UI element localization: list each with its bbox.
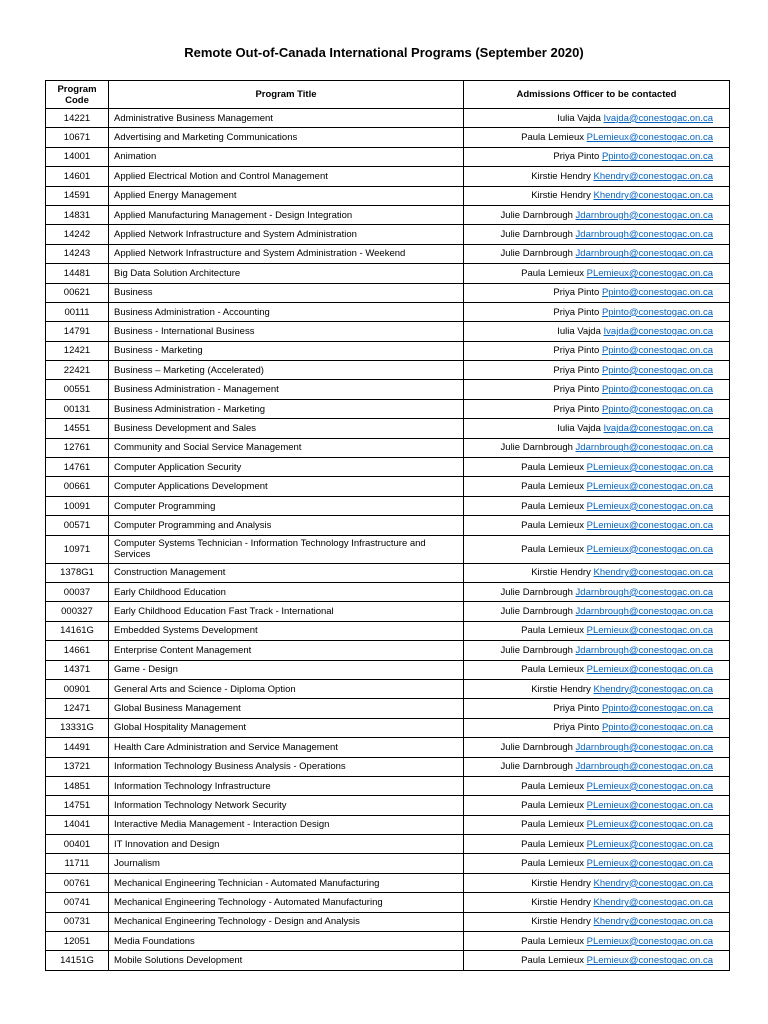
program-title: Construction Management xyxy=(109,563,464,582)
table-row xyxy=(46,186,730,205)
officer-email-link[interactable]: Jdarnbrough@conestogac.on.ca xyxy=(575,209,713,221)
table-row xyxy=(46,563,730,582)
officer-name: Paula Lemieux xyxy=(521,267,584,279)
program-title: Early Childhood Education Fast Track - International xyxy=(109,602,464,621)
officer-email-link[interactable]: Khendry@conestogac.on.ca xyxy=(593,683,713,695)
officer-name: Iulia Vajda xyxy=(557,325,601,337)
program-code: 000327 xyxy=(46,602,109,621)
program-code: 14751 xyxy=(46,796,109,815)
officer-name: Paula Lemieux xyxy=(521,132,584,144)
admissions-officer-cell xyxy=(464,932,730,951)
program-title: Information Technology Business Analysis - Operations xyxy=(109,757,464,776)
officer-name: Kirstie Hendry xyxy=(531,190,591,202)
officer-email-link[interactable]: PLemieux@conestogac.on.ca xyxy=(586,461,713,473)
officer-email-link[interactable]: Khendry@conestogac.on.ca xyxy=(593,877,713,889)
table-row xyxy=(46,109,730,128)
officer-email-link[interactable]: Ppinto@conestogac.on.ca xyxy=(601,306,713,318)
program-code: 14001 xyxy=(46,147,109,166)
officer-email-link[interactable]: PLemieux@conestogac.on.ca xyxy=(586,955,713,967)
program-title: IT Innovation and Design xyxy=(109,835,464,854)
officer-email-link[interactable]: Ppinto@conestogac.on.ca xyxy=(601,345,713,357)
table-row xyxy=(46,264,730,283)
program-code: 00621 xyxy=(46,283,109,302)
officer-name: Paula Lemieux xyxy=(521,780,584,792)
table-row xyxy=(46,438,730,457)
officer-name: Kirstie Hendry xyxy=(531,877,591,889)
admissions-officer-cell xyxy=(464,186,730,205)
program-code: 11711 xyxy=(46,854,109,873)
program-title: Enterprise Content Management xyxy=(109,641,464,660)
table-row xyxy=(46,621,730,640)
program-code: 14601 xyxy=(46,167,109,186)
table-row xyxy=(46,147,730,166)
officer-name: Paula Lemieux xyxy=(521,481,584,493)
officer-email-link[interactable]: Khendry@conestogac.on.ca xyxy=(593,916,713,928)
admissions-officer-cell xyxy=(464,699,730,718)
program-code: 14591 xyxy=(46,186,109,205)
officer-name: Julie Darnbrough xyxy=(500,209,573,221)
officer-name: Kirstie Hendry xyxy=(531,683,591,695)
program-title: Global Hospitality Management xyxy=(109,718,464,737)
officer-email-link[interactable]: PLemieux@conestogac.on.ca xyxy=(586,838,713,850)
admissions-officer-cell xyxy=(464,128,730,147)
officer-name: Paula Lemieux xyxy=(521,543,584,555)
program-code: 14242 xyxy=(46,225,109,244)
program-title: Big Data Solution Architecture xyxy=(109,264,464,283)
officer-name: Iulia Vajda xyxy=(557,112,601,124)
officer-email-link[interactable]: Jdarnbrough@conestogac.on.ca xyxy=(575,741,713,753)
program-title: Global Business Management xyxy=(109,699,464,718)
program-title: Mechanical Engineering Technology - Design and Analysis xyxy=(109,912,464,931)
program-code: 14791 xyxy=(46,322,109,341)
program-code: 14221 xyxy=(46,109,109,128)
admissions-officer-cell xyxy=(464,621,730,640)
officer-name: Priya Pinto xyxy=(553,345,600,357)
officer-email-link[interactable]: PLemieux@conestogac.on.ca xyxy=(586,664,713,676)
admissions-officer-cell xyxy=(464,244,730,263)
officer-email-link[interactable]: Ivajda@conestogac.on.ca xyxy=(603,422,713,434)
admissions-officer-cell xyxy=(464,167,730,186)
program-title: Advertising and Marketing Communications xyxy=(109,128,464,147)
program-code: 14243 xyxy=(46,244,109,263)
table-row xyxy=(46,679,730,698)
officer-name: Iulia Vajda xyxy=(557,422,601,434)
officer-email-link[interactable]: Khendry@conestogac.on.ca xyxy=(593,190,713,202)
table-row xyxy=(46,738,730,757)
table-row xyxy=(46,932,730,951)
admissions-officer-cell xyxy=(464,796,730,815)
officer-email-link[interactable]: PLemieux@conestogac.on.ca xyxy=(586,819,713,831)
program-title: Game - Design xyxy=(109,660,464,679)
program-title: Computer Applications Development xyxy=(109,477,464,496)
program-title: Mobile Solutions Development xyxy=(109,951,464,970)
officer-email-link[interactable]: PLemieux@conestogac.on.ca xyxy=(586,625,713,637)
officer-email-link[interactable]: PLemieux@conestogac.on.ca xyxy=(586,780,713,792)
program-title: Applied Network Infrastructure and System Administration xyxy=(109,225,464,244)
program-code: 22421 xyxy=(46,361,109,380)
officer-email-link[interactable]: Ppinto@conestogac.on.ca xyxy=(601,287,713,299)
program-code: 12421 xyxy=(46,341,109,360)
program-title: Business Administration - Accounting xyxy=(109,302,464,321)
program-title: Business xyxy=(109,283,464,302)
officer-name: Priya Pinto xyxy=(553,722,600,734)
officer-email-link[interactable]: Ppinto@conestogac.on.ca xyxy=(601,703,713,715)
table-row xyxy=(46,718,730,737)
program-title: Community and Social Service Management xyxy=(109,438,464,457)
table-row xyxy=(46,535,730,563)
officer-email-link[interactable]: Jdarnbrough@conestogac.on.ca xyxy=(575,586,713,598)
program-code: 00401 xyxy=(46,835,109,854)
program-code: 12051 xyxy=(46,932,109,951)
admissions-officer-cell xyxy=(464,302,730,321)
officer-email-link[interactable]: Jdarnbrough@conestogac.on.ca xyxy=(575,229,713,241)
program-title: Information Technology Infrastructure xyxy=(109,776,464,795)
table-row xyxy=(46,951,730,970)
program-title: Mechanical Engineering Technician - Automated Manufacturing xyxy=(109,873,464,892)
admissions-officer-cell xyxy=(464,516,730,535)
program-code: 00111 xyxy=(46,302,109,321)
program-title: Journalism xyxy=(109,854,464,873)
admissions-officer-cell xyxy=(464,225,730,244)
officer-name: Kirstie Hendry xyxy=(531,567,591,579)
admissions-officer-cell xyxy=(464,563,730,582)
table-row xyxy=(46,641,730,660)
program-code: 13721 xyxy=(46,757,109,776)
program-title: Computer Programming xyxy=(109,496,464,515)
admissions-officer-cell xyxy=(464,951,730,970)
table-row xyxy=(46,477,730,496)
admissions-officer-cell xyxy=(464,477,730,496)
officer-email-link[interactable]: Ppinto@conestogac.on.ca xyxy=(601,722,713,734)
officer-email-link[interactable]: Jdarnbrough@conestogac.on.ca xyxy=(575,442,713,454)
admissions-officer-cell xyxy=(464,399,730,418)
officer-email-link[interactable]: Jdarnbrough@conestogac.on.ca xyxy=(575,606,713,618)
admissions-officer-cell xyxy=(464,660,730,679)
admissions-officer-cell xyxy=(464,912,730,931)
program-title: Applied Network Infrastructure and System Administration - Weekend xyxy=(109,244,464,263)
table-row xyxy=(46,912,730,931)
admissions-officer-cell xyxy=(464,641,730,660)
officer-name: Julie Darnbrough xyxy=(500,606,573,618)
officer-email-link[interactable]: PLemieux@conestogac.on.ca xyxy=(586,799,713,811)
program-code: 14041 xyxy=(46,815,109,834)
program-title: Business Administration - Management xyxy=(109,380,464,399)
officer-email-link[interactable]: Ppinto@conestogac.on.ca xyxy=(601,364,713,376)
program-code: 00741 xyxy=(46,893,109,912)
officer-name: Paula Lemieux xyxy=(521,519,584,531)
program-code: 14491 xyxy=(46,738,109,757)
program-title: Business - International Business xyxy=(109,322,464,341)
officer-name: Paula Lemieux xyxy=(521,500,584,512)
officer-email-link[interactable]: PLemieux@conestogac.on.ca xyxy=(586,519,713,531)
officer-name: Julie Darnbrough xyxy=(500,442,573,454)
program-code: 12761 xyxy=(46,438,109,457)
program-title: Embedded Systems Development xyxy=(109,621,464,640)
admissions-officer-cell xyxy=(464,602,730,621)
table-row xyxy=(46,283,730,302)
program-code: 00131 xyxy=(46,399,109,418)
program-title: Business - Marketing xyxy=(109,341,464,360)
officer-name: Kirstie Hendry xyxy=(531,170,591,182)
admissions-officer-cell xyxy=(464,582,730,601)
table-row xyxy=(46,873,730,892)
admissions-officer-cell xyxy=(464,815,730,834)
officer-email-link[interactable]: PLemieux@conestogac.on.ca xyxy=(586,858,713,870)
program-title: Business – Marketing (Accelerated) xyxy=(109,361,464,380)
program-code: 10091 xyxy=(46,496,109,515)
program-title: Media Foundations xyxy=(109,932,464,951)
program-code: 14761 xyxy=(46,458,109,477)
table-row xyxy=(46,361,730,380)
program-code: 13331G xyxy=(46,718,109,737)
program-code: 00571 xyxy=(46,516,109,535)
officer-email-link[interactable]: Ivajda@conestogac.on.ca xyxy=(603,112,713,124)
admissions-officer-cell xyxy=(464,496,730,515)
program-code: 14481 xyxy=(46,264,109,283)
program-code: 00551 xyxy=(46,380,109,399)
program-title: Applied Electrical Motion and Control Management xyxy=(109,167,464,186)
officer-name: Julie Darnbrough xyxy=(500,741,573,753)
table-row xyxy=(46,322,730,341)
officer-name: Paula Lemieux xyxy=(521,935,584,947)
admissions-officer-cell xyxy=(464,341,730,360)
programs-table xyxy=(45,80,730,971)
program-title: Business Administration - Marketing xyxy=(109,399,464,418)
officer-email-link[interactable]: Ivajda@conestogac.on.ca xyxy=(603,325,713,337)
officer-email-link[interactable]: PLemieux@conestogac.on.ca xyxy=(586,500,713,512)
admissions-officer-cell xyxy=(464,438,730,457)
officer-name: Priya Pinto xyxy=(553,287,600,299)
table-row xyxy=(46,516,730,535)
admissions-officer-cell xyxy=(464,718,730,737)
admissions-officer-cell xyxy=(464,535,730,563)
program-title: Animation xyxy=(109,147,464,166)
officer-name: Priya Pinto xyxy=(553,306,600,318)
officer-name: Paula Lemieux xyxy=(521,955,584,967)
officer-name: Kirstie Hendry xyxy=(531,916,591,928)
table-row xyxy=(46,602,730,621)
program-code: 12471 xyxy=(46,699,109,718)
table-row xyxy=(46,380,730,399)
program-title: Applied Manufacturing Management - Design Integration xyxy=(109,205,464,224)
officer-name: Paula Lemieux xyxy=(521,819,584,831)
admissions-officer-cell xyxy=(464,380,730,399)
officer-name: Julie Darnbrough xyxy=(500,644,573,656)
admissions-officer-cell xyxy=(464,205,730,224)
program-title: Early Childhood Education xyxy=(109,582,464,601)
program-code: 00661 xyxy=(46,477,109,496)
admissions-officer-cell xyxy=(464,854,730,873)
table-row xyxy=(46,341,730,360)
admissions-officer-cell xyxy=(464,283,730,302)
officer-name: Priya Pinto xyxy=(553,403,600,415)
program-title: Mechanical Engineering Technology - Automated Manufacturing xyxy=(109,893,464,912)
table-row xyxy=(46,302,730,321)
program-code: 14851 xyxy=(46,776,109,795)
officer-name: Paula Lemieux xyxy=(521,664,584,676)
table-body xyxy=(46,109,730,971)
table-header-row xyxy=(46,81,730,109)
officer-email-link[interactable]: Ppinto@conestogac.on.ca xyxy=(601,403,713,415)
admissions-officer-cell xyxy=(464,873,730,892)
officer-name: Paula Lemieux xyxy=(521,625,584,637)
program-code: 10671 xyxy=(46,128,109,147)
table-row xyxy=(46,205,730,224)
program-code: 14371 xyxy=(46,660,109,679)
program-code: 14151G xyxy=(46,951,109,970)
table-row xyxy=(46,225,730,244)
admissions-officer-cell xyxy=(464,361,730,380)
program-code: 14161G xyxy=(46,621,109,640)
admissions-officer-cell xyxy=(464,893,730,912)
program-title: Computer Application Security xyxy=(109,458,464,477)
officer-email-link[interactable]: PLemieux@conestogac.on.ca xyxy=(586,132,713,144)
officer-email-link[interactable]: Khendry@conestogac.on.ca xyxy=(593,170,713,182)
program-code: 00037 xyxy=(46,582,109,601)
program-code: 1378G1 xyxy=(46,563,109,582)
program-title: Computer Systems Technician - Information Technology Infrastructure and Services xyxy=(109,535,464,563)
officer-name: Paula Lemieux xyxy=(521,799,584,811)
officer-name: Kirstie Hendry xyxy=(531,896,591,908)
header-admissions-officer: Admissions Officer to be contacted xyxy=(464,81,730,109)
header-program-title: Program Title xyxy=(109,81,464,109)
officer-name: Paula Lemieux xyxy=(521,858,584,870)
officer-email-link[interactable]: Ppinto@conestogac.on.ca xyxy=(601,151,713,163)
program-title: Applied Energy Management xyxy=(109,186,464,205)
admissions-officer-cell xyxy=(464,757,730,776)
table-row xyxy=(46,757,730,776)
admissions-officer-cell xyxy=(464,322,730,341)
program-title: Business Development and Sales xyxy=(109,419,464,438)
document-title: Remote Out-of-Canada International Programs (September 2020) xyxy=(184,45,584,60)
admissions-officer-cell xyxy=(464,738,730,757)
table-row xyxy=(46,835,730,854)
table-row xyxy=(46,582,730,601)
table-row xyxy=(46,399,730,418)
program-code: 00901 xyxy=(46,679,109,698)
admissions-officer-cell xyxy=(464,147,730,166)
officer-email-link[interactable]: Khendry@conestogac.on.ca xyxy=(593,896,713,908)
program-title: Administrative Business Management xyxy=(109,109,464,128)
program-code: 14831 xyxy=(46,205,109,224)
table-row xyxy=(46,244,730,263)
program-title: Health Care Administration and Service Management xyxy=(109,738,464,757)
admissions-officer-cell xyxy=(464,264,730,283)
officer-email-link[interactable]: Ppinto@conestogac.on.ca xyxy=(601,384,713,396)
officer-name: Julie Darnbrough xyxy=(500,229,573,241)
officer-email-link[interactable]: PLemieux@conestogac.on.ca xyxy=(586,935,713,947)
officer-email-link[interactable]: PLemieux@conestogac.on.ca xyxy=(586,543,713,555)
admissions-officer-cell xyxy=(464,458,730,477)
officer-email-link[interactable]: Jdarnbrough@conestogac.on.ca xyxy=(575,248,713,260)
program-code: 00731 xyxy=(46,912,109,931)
program-code: 14661 xyxy=(46,641,109,660)
table-row xyxy=(46,167,730,186)
table-row xyxy=(46,419,730,438)
program-title: Information Technology Network Security xyxy=(109,796,464,815)
program-title: General Arts and Science - Diploma Option xyxy=(109,679,464,698)
admissions-officer-cell xyxy=(464,109,730,128)
admissions-officer-cell xyxy=(464,776,730,795)
program-code: 00761 xyxy=(46,873,109,892)
program-code: 10971 xyxy=(46,535,109,563)
program-title: Interactive Media Management - Interaction Design xyxy=(109,815,464,834)
officer-email-link[interactable]: Khendry@conestogac.on.ca xyxy=(593,567,713,579)
officer-name: Priya Pinto xyxy=(553,703,600,715)
table-row xyxy=(46,776,730,795)
officer-email-link[interactable]: Jdarnbrough@conestogac.on.ca xyxy=(575,761,713,773)
table-row xyxy=(46,815,730,834)
table-row xyxy=(46,796,730,815)
table-row xyxy=(46,496,730,515)
table-row xyxy=(46,699,730,718)
officer-name: Priya Pinto xyxy=(553,384,600,396)
officer-name: Paula Lemieux xyxy=(521,838,584,850)
table-row xyxy=(46,893,730,912)
officer-name: Paula Lemieux xyxy=(521,461,584,473)
table-row xyxy=(46,854,730,873)
header-program-code: Program Code xyxy=(46,81,109,109)
admissions-officer-cell xyxy=(464,679,730,698)
officer-name: Priya Pinto xyxy=(553,151,600,163)
officer-name: Julie Darnbrough xyxy=(500,248,573,260)
officer-name: Priya Pinto xyxy=(553,364,600,376)
officer-email-link[interactable]: PLemieux@conestogac.on.ca xyxy=(586,267,713,279)
officer-email-link[interactable]: Jdarnbrough@conestogac.on.ca xyxy=(575,644,713,656)
program-title: Computer Programming and Analysis xyxy=(109,516,464,535)
program-code: 14551 xyxy=(46,419,109,438)
admissions-officer-cell xyxy=(464,835,730,854)
admissions-officer-cell xyxy=(464,419,730,438)
table-row xyxy=(46,128,730,147)
table-row xyxy=(46,660,730,679)
officer-name: Julie Darnbrough xyxy=(500,761,573,773)
officer-name: Julie Darnbrough xyxy=(500,586,573,598)
officer-email-link[interactable]: PLemieux@conestogac.on.ca xyxy=(586,481,713,493)
table-row xyxy=(46,458,730,477)
